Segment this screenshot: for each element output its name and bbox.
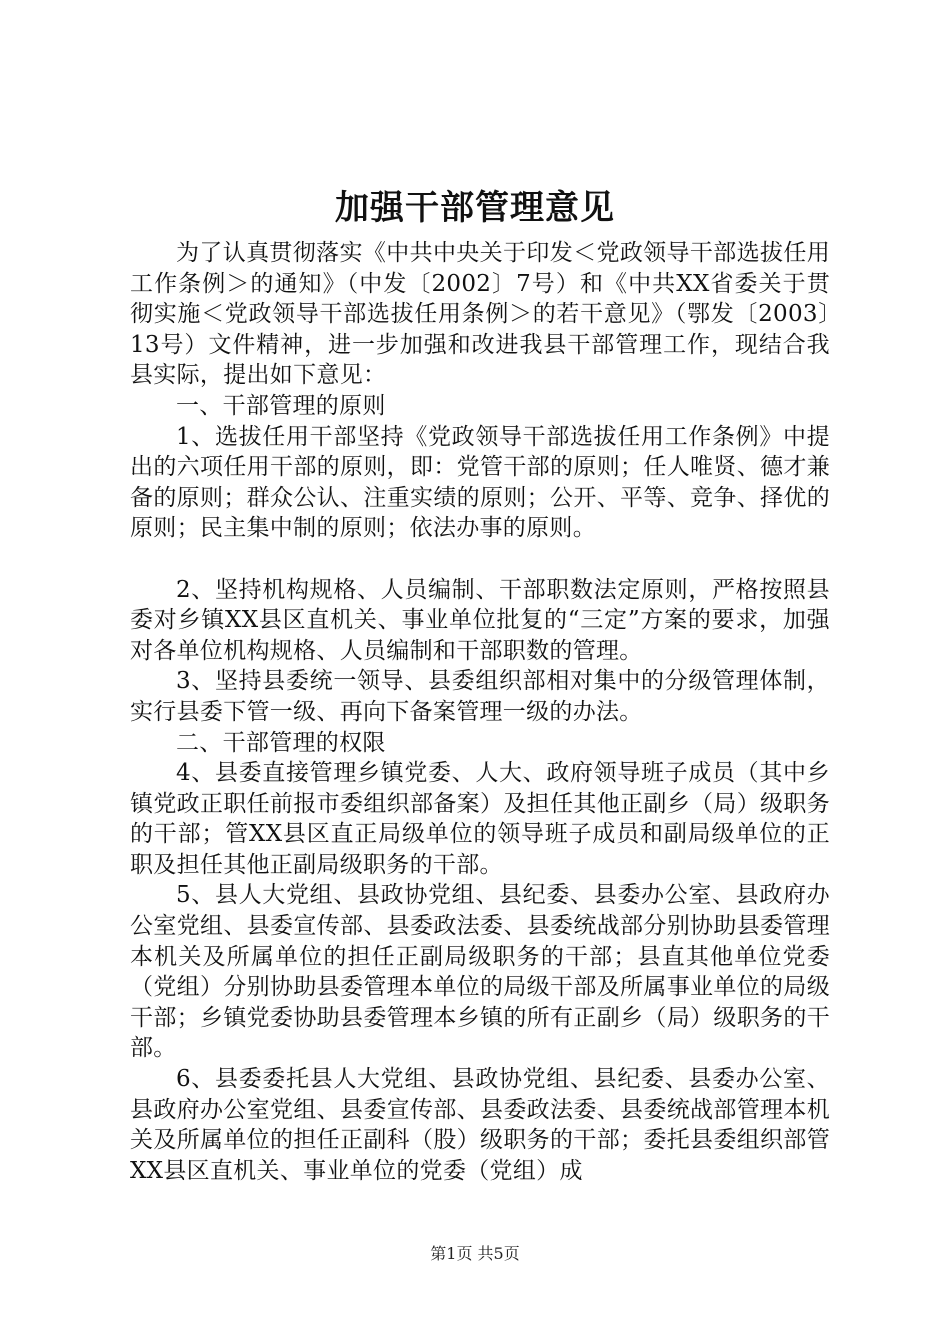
page-footer: 第1页 共5页 xyxy=(430,1244,520,1263)
paragraph-item-3: 3、坚持县委统一领导、县委组织部相对集中的分级管理体制，实行县委下管一级、再向下备案管理一级的办法。 xyxy=(130,668,830,725)
document-title: 加强干部管理意见 xyxy=(335,188,615,228)
paragraph-item-1: 1、选拔任用干部坚持《党政领导干部选拔任用工作条例》中提出的六项任用干部的原则，即：党管干部的原则；任人唯贤、德才兼备的原则；群众公认、注重实绩的原则；公开、平等、竞争、择优的原则；民主集中制的原则；依法办事的原则。 xyxy=(130,423,830,542)
paragraph-item-2: 2、坚持机构规格、人员编制、干部职数法定原则，严格按照县委对乡镇XX县区直机关、事业单位批复的“三定”方案的要求，加强对各单位机构规格、人员编制和干部职数的管理。 xyxy=(130,576,830,664)
intro-paragraph: 为了认真贯彻落实《中共中央关于印发＜党政领导干部选拔任用工作条例＞的通知》（中发〔2002〕7号）和《中共XX省委关于贯彻实施＜党政领导干部选拔任用条例＞的若干意见》（鄂发〔2003〕13号）文件精神，进一步加强和改进我县干部管理工作，现结合我县实际，提出如下意见： xyxy=(130,240,830,389)
paragraph-item-5: 5、县人大党组、县政协党组、县纪委、县委办公室、县政府办公室党组、县委宣传部、县委政法委、县委统战部分别协助县委管理本机关及所属单位的担任正副局级职务的干部；县直其他单位党委（党组）分别协助县委管理本单位的局级干部及所属事业单位的局级干部；乡镇党委协助县委管理本乡镇的所有正副乡（局）级职务的干部。 xyxy=(130,882,830,1062)
section-heading-authority: 二、干部管理的权限 xyxy=(176,729,386,756)
paragraph-item-4: 4、县委直接管理乡镇党委、人大、政府领导班子成员（其中乡镇党政正职任前报市委组织部备案）及担任其他正副乡（局）级职务的干部；管XX县区直正局级单位的领导班子成员和副局级单位的正职及担任其他正副局级职务的干部。 xyxy=(130,760,830,878)
blank-line xyxy=(130,544,830,575)
document-body xyxy=(130,238,830,1186)
paragraph-item-6: 6、县委委托县人大党组、县政协党组、县纪委、县委办公室、县政府办公室党组、县委宣传部、县委政法委、县委统战部管理本机关及所属单位的担任正副科（股）级职务的干部；委托县委组织部管XX县区直机关、事业单位的党委（党组）成 xyxy=(130,1066,830,1184)
section-heading-principles: 一、干部管理的原则 xyxy=(176,392,386,419)
